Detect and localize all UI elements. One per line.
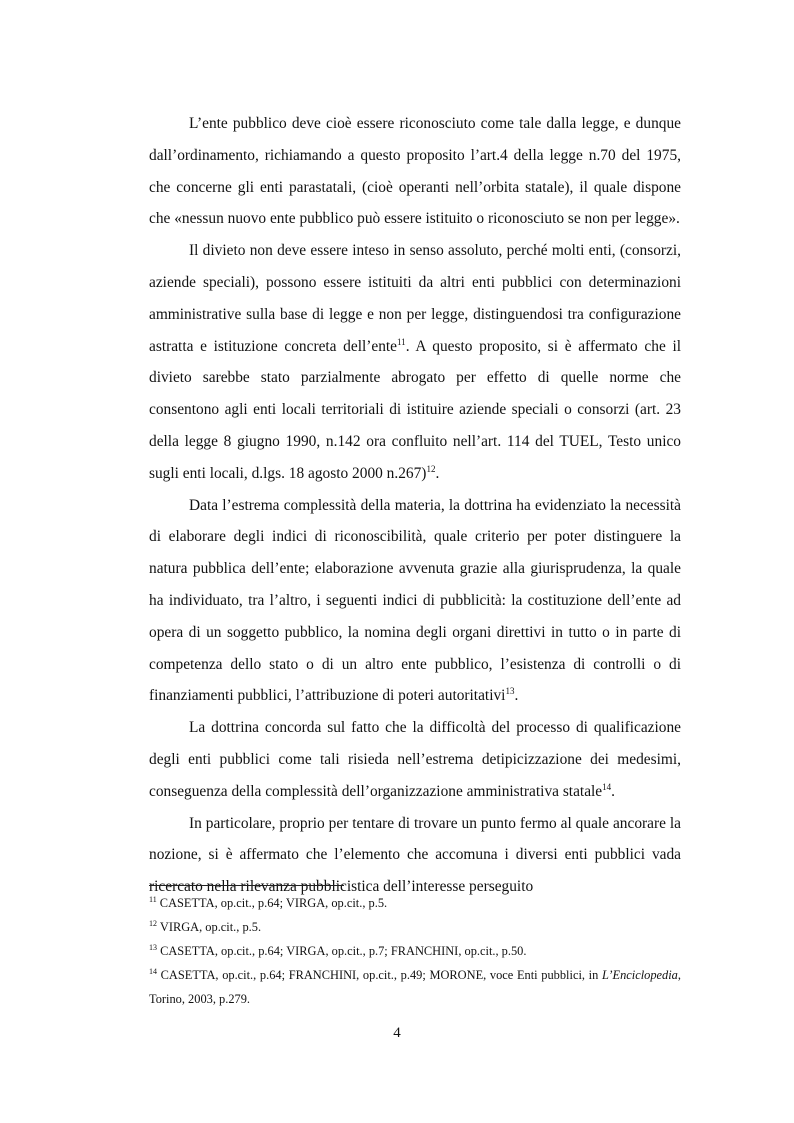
footnotes	[149, 891, 681, 1011]
footnote	[149, 963, 681, 1011]
paragraph	[149, 235, 681, 489]
paragraph	[149, 490, 681, 713]
footnote	[149, 915, 681, 939]
italic-text: L’Enciclopedia	[601, 968, 678, 982]
footnote-reference: 11	[397, 336, 406, 347]
footnote-reference: 13	[505, 686, 515, 697]
footnote-number: 14	[149, 967, 157, 976]
paragraph	[149, 108, 681, 235]
body-text	[149, 108, 681, 903]
text-segment: CASETTA, op.cit., p.64; VIRGA, op.cit., p.7; FRANCHINI, op.cit., p.50.	[157, 944, 527, 958]
text-segment: Il divieto non deve essere inteso in senso assoluto, perché molti enti, (consorzi, aziende speciali), possono essere istituiti da altri enti pubblici con determinazioni amministrative sulla base di legge e non per legge, distinguendosi tra configurazione astratta e istituzione concreta dell’ente	[149, 242, 681, 355]
footnote	[149, 891, 681, 915]
text-segment: Data l’estrema complessità della materia, la dottrina ha evidenziato la necessità di elaborare degli indici di riconoscibilità, quale criterio per poter distinguere la natura pubblica dell’ente; elaborazione avvenuta grazie alla giurisprudenza, la quale ha individuato, tra l’altro, i seguenti indici di pubblicità: la costituzione dell’ente ad opera di un soggetto pubblico, la nomina degli organi direttivi in tutto o in parte di competenza dello stato o di un altro ente pubblico, l’esistenza di controlli o di finanziamenti pubblici, l’attribuzione di poteri autoritativi	[149, 496, 681, 705]
text-segment: .	[435, 464, 440, 482]
footnote	[149, 939, 681, 963]
text-segment: L’ente pubblico deve cioè essere riconosciuto come tale dalla legge, e dunque dall’ordinamento, richiamando a questo proposito l’art.4 della legge n.70 del 1975, che concerne gli enti parastatali, (cioè operanti nell’orbita statale), il quale dispone che «nessun nuovo ente pubblico può essere istituito o riconosciuto se non per legge».	[149, 115, 681, 228]
text-segment: CASETTA, op.cit., p.64; FRANCHINI, op.cit., p.49; MORONE, voce Enti pubblici, in	[157, 968, 602, 982]
text-segment: CASETTA, op.cit., p.64; VIRGA, op.cit., p.5.	[156, 896, 388, 910]
footnote-number: 11	[149, 895, 157, 904]
footnote-number: 12	[149, 919, 157, 928]
text-segment: VIRGA, op.cit., p.5.	[157, 920, 262, 934]
text-segment: La dottrina concorda sul fatto che la difficoltà del processo di qualificazione degli enti pubblici come tali risieda nell’estrema detipicizzazione dei medesimi, conseguenza della complessità dell’organizzazione amministrativa statale	[149, 719, 681, 800]
footnote-number: 13	[149, 943, 157, 952]
text-segment: .	[611, 782, 615, 800]
footnote-reference: 14	[602, 781, 612, 792]
footnote-reference: 12	[426, 463, 436, 474]
paragraph	[149, 712, 681, 807]
paragraph	[149, 808, 681, 903]
page-number: 4	[393, 1025, 401, 1041]
text-segment: In particolare, proprio per tentare di trovare un punto fermo al quale ancorare la nozione, si è affermato che l’elemento che accomuna i diversi enti pubblici vada ricercato nella rilevanza pubblicistica dell’interesse perseguito	[149, 814, 681, 896]
text-segment: .	[514, 687, 519, 705]
footnote-separator	[149, 885, 344, 886]
text-segment: , Torino, 2003, p.279.	[149, 968, 681, 1006]
text-segment: . A questo proposito, si è affermato che il divieto sarebbe stato parzialmente abrogato per effetto di quelle norme che consentono agli enti locali territoriali di istituire aziende speciali o consorzi (art. 23 della legge 8 giugno 1990, n.142 ora confluito nell’art. 114 del TUEL, Testo unico sugli enti locali, d.lgs. 18 agosto 2000 n.267)	[149, 337, 681, 482]
